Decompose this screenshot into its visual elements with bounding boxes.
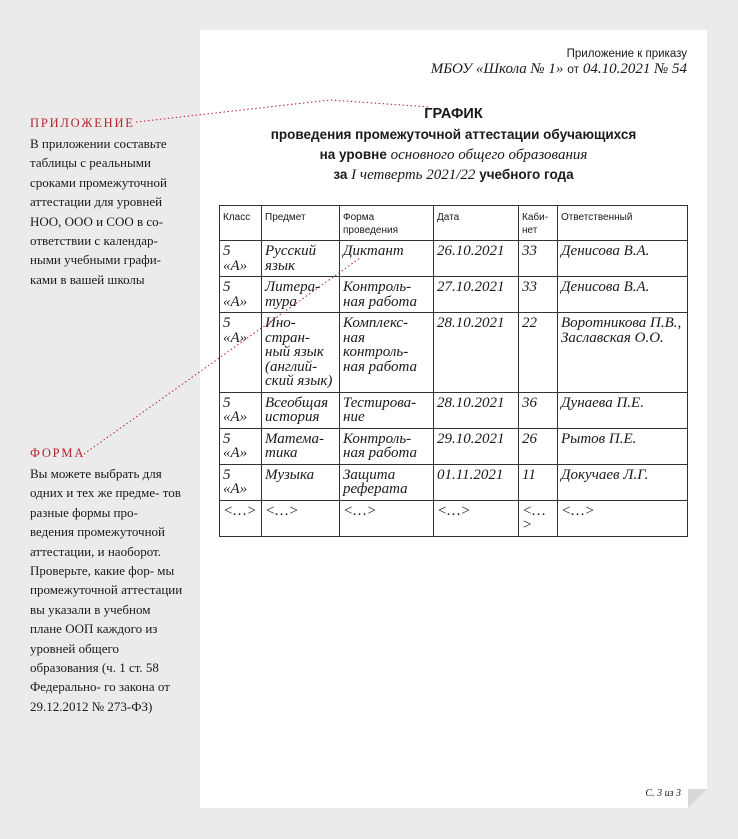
annotation-appendix-heading: ПРИЛОЖЕНИЕ [30,116,135,130]
cell-room: 11 [519,464,558,500]
cell-date: <…> [434,500,519,536]
header-form: Форма проведения [340,206,434,241]
cell-form: Тестирова- ние [340,392,434,428]
cell-class: 5 «А» [220,464,262,500]
cell-date: 28.10.2021 [434,392,519,428]
cell-responsible: Рытов П.Е. [558,428,688,464]
table-row [220,313,688,393]
document-subtitle: проведения промежуточной аттестации обучающихся [270,127,637,142]
document-page [200,30,707,808]
document-title: ГРАФИК [424,106,483,122]
period: I четверть 2021/22 [351,167,476,183]
table-row [220,464,688,500]
cell-subject: Литера- тура [262,277,340,313]
order-number: № 54 [654,61,687,77]
cell-room: 22 [519,313,558,393]
cell-date: 28.10.2021 [434,313,519,393]
cell-form: <…> [340,500,434,536]
cell-date: 26.10.2021 [434,241,519,277]
cell-form: Диктант [340,241,434,277]
order-label: Приложение к приказу [566,48,687,60]
header-room: Каби- нет [519,206,558,241]
order-from: от [567,62,580,76]
cell-class: 5 «А» [220,241,262,277]
header-date: Дата [434,206,519,241]
cell-responsible: Денисова В.А. [558,241,688,277]
document-title-block [200,104,707,185]
cell-room: 33 [519,241,558,277]
cell-class: 5 «А» [220,392,262,428]
cell-responsible: Денисова В.А. [558,277,688,313]
table-row [220,392,688,428]
school-name: МБОУ «Школа № 1» [430,61,564,77]
cell-form: Комплекс- ная контроль- ная работа [340,313,434,393]
cell-date: 27.10.2021 [434,277,519,313]
page-fold [688,789,707,808]
annotation-appendix [30,116,185,289]
cell-room: <…> [519,500,558,536]
order-details [431,62,687,77]
cell-room: 33 [519,277,558,313]
table-row [220,277,688,313]
cell-date: 01.11.2021 [434,464,519,500]
header-responsible: Ответственный [558,206,688,241]
cell-subject: Музыка [262,464,340,500]
cell-room: 26 [519,428,558,464]
cell-class: 5 «А» [220,313,262,393]
cell-subject: Матема- тика [262,428,340,464]
period-suffix: учебного года [479,167,574,182]
header-class: Класс [220,206,262,241]
table-row [220,241,688,277]
cell-room: 36 [519,392,558,428]
cell-class: <…> [220,500,262,536]
order-date: 04.10.2021 [582,61,651,77]
annotation-form-text: Вы можете выбрать для одних и тех же предме- тов разные формы про- ведения промежуточной аттестации, и наоборот. Проверьте, какие фор- мы промежуточной аттестации вы указали в учебном плане ООП каждого из уровней общего образования (ч. 1 ст. 58 Федерально- го закона от 29.12.2012 № 273-ФЗ) [30,466,183,714]
annotation-form [30,446,185,716]
cell-responsible: Докучаев Л.Г. [558,464,688,500]
table-row [220,500,688,536]
annotation-form-heading: ФОРМА [30,446,86,460]
cell-form: Контроль- ная работа [340,428,434,464]
education-level-line [200,145,707,165]
cell-responsible: <…> [558,500,688,536]
cell-form: Защита реферата [340,464,434,500]
period-line [200,165,707,185]
cell-responsible: Дунаева П.Е. [558,392,688,428]
cell-form: Контроль- ная работа [340,277,434,313]
header-subject: Предмет [262,206,340,241]
order-reference [431,47,687,77]
cell-class: 5 «А» [220,428,262,464]
level-prefix: на уровне [319,147,387,162]
annotation-appendix-text: В приложении составьте таблицы с реальными сроками промежуточной аттестации для уровней НОО, ООО и СОО в со- ответствии с календар- ными учебными графи- ками в вашей школы [30,136,167,287]
schedule-table [219,205,688,537]
table-row [220,428,688,464]
cell-subject: Всеобщая история [262,392,340,428]
cell-subject: Русский язык [262,241,340,277]
cell-responsible: Воротникова П.В., Заславская О.О. [558,313,688,393]
page-number: С. 3 из 3 [645,788,681,799]
cell-subject: <…> [262,500,340,536]
cell-subject: Ино- стран- ный язык (англий- ский язык) [262,313,340,393]
cell-class: 5 «А» [220,277,262,313]
cell-date: 29.10.2021 [434,428,519,464]
education-level: основного общего образования [390,147,588,163]
period-prefix: за [333,167,348,182]
table-header-row [220,206,688,241]
